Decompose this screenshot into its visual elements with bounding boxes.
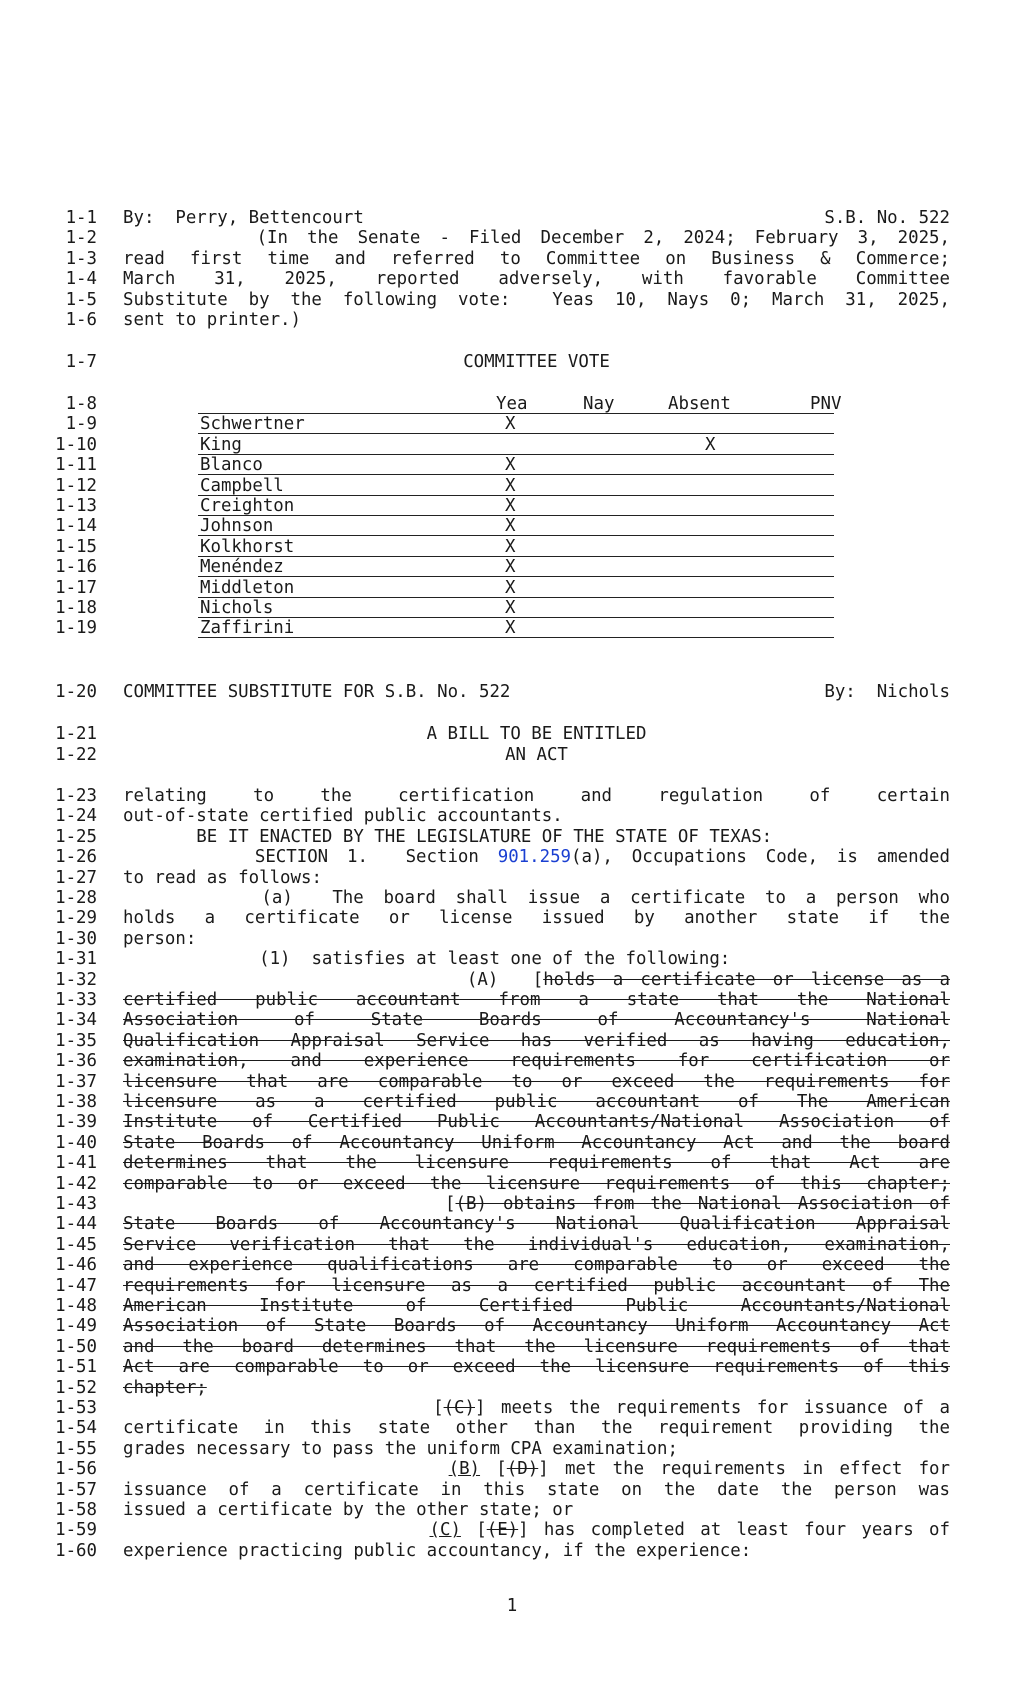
line-number: 1-22	[55, 745, 97, 765]
deleted-text: Act are comparable to or exceed the licensure requirements of this	[123, 1357, 950, 1378]
deleted-text: (E)	[486, 1520, 519, 1541]
senator-name: Blanco	[200, 455, 263, 476]
line-text: holds a certificate or license issued by another state if the	[123, 908, 950, 929]
vote-row	[0, 455, 1024, 475]
vote-yea-mark: X	[505, 557, 516, 578]
bill-line	[0, 1316, 1024, 1336]
line-text: BE IT ENACTED BY THE LEGISLATURE OF THE STATE OF TEXAS:	[123, 826, 773, 847]
inserted-text: (C)	[429, 1520, 461, 1541]
line-number: 1-46	[55, 1255, 97, 1276]
line-number: 1-1	[65, 208, 97, 228]
line-number: 1-43	[55, 1194, 97, 1214]
line-number: 1-41	[55, 1153, 97, 1174]
senator-name: Nichols	[200, 598, 274, 618]
vote-yea-mark: X	[505, 536, 516, 557]
bill-line	[0, 990, 1024, 1010]
senator-name: Kolkhorst	[200, 536, 295, 557]
line-number: 1-47	[55, 1275, 97, 1296]
vote-yea-mark: X	[505, 496, 516, 516]
line-text	[123, 1153, 950, 1173]
vote-row	[0, 537, 1024, 557]
bill-line	[0, 682, 1024, 702]
line-number: 1-59	[55, 1520, 97, 1541]
line-text	[123, 990, 950, 1010]
line-number: 1-4	[65, 269, 97, 290]
bill-line	[0, 1072, 1024, 1092]
line-text: (In the Senate - Filed December 2, 2024; February 3, 2025,	[123, 228, 950, 249]
line-number: 1-36	[55, 1051, 97, 1072]
vote-table-header	[0, 394, 1024, 414]
line-number: 1-48	[55, 1296, 97, 1316]
line-number: 1-34	[55, 1010, 97, 1031]
senator-name: Campbell	[200, 475, 284, 496]
line-text: issued a certificate by the other state; or	[123, 1500, 574, 1520]
line-segment: ] meets the requirements for issuance of a	[475, 1398, 950, 1418]
vote-column-header: PNV	[810, 394, 842, 414]
line-text: read first time and referred to Committee on Business & Commerce;	[123, 248, 950, 269]
deleted-text: requirements for licensure as a certified public accountant of The	[123, 1275, 950, 1296]
senator-name: Creighton	[200, 496, 295, 516]
line-number: 1-12	[55, 475, 97, 496]
deleted-text: comparable to or exceed the licensure requirements of this chapter;	[123, 1173, 950, 1194]
senator-name: Johnson	[200, 516, 274, 537]
line-text: sent to printer.)	[123, 310, 301, 330]
line-text	[123, 1072, 950, 1092]
deleted-text: and experience qualifications are comparable to or exceed the	[123, 1255, 950, 1276]
line-text: (1) satisfies at least one of the following:	[123, 949, 731, 970]
line-text	[123, 1092, 950, 1112]
deleted-text: and the board determines that the licensure requirements of that	[123, 1336, 950, 1357]
bill-line	[0, 269, 1024, 289]
bill-line	[0, 1214, 1024, 1234]
bill-line	[0, 249, 1024, 269]
deleted-text: chapter;	[123, 1377, 207, 1398]
bill-line	[0, 1500, 1024, 1520]
line-number: 1-58	[55, 1500, 97, 1520]
line-number: 1-39	[55, 1112, 97, 1133]
line-number: 1-29	[55, 908, 97, 929]
line-number: 1-57	[55, 1479, 97, 1500]
deleted-text: State Boards of Accountancy's National Qualification Appraisal	[123, 1214, 950, 1235]
deleted-text: licensure as a certified public accountant of The American	[123, 1092, 950, 1112]
bill-line	[0, 1092, 1024, 1112]
line-text: relating to the certification and regulation of certain	[123, 786, 950, 806]
vote-row	[0, 578, 1024, 598]
line-text	[123, 847, 950, 867]
line-number: 1-13	[55, 496, 97, 516]
vote-yea-mark: X	[505, 577, 516, 598]
line-text	[123, 208, 950, 228]
line-text	[123, 1337, 950, 1357]
bill-line	[0, 908, 1024, 928]
vote-column-header: Absent	[668, 394, 731, 414]
line-segment: (a), Occupations Code, is amended	[571, 847, 950, 868]
line-text	[123, 1010, 950, 1030]
vote-yea-mark: X	[505, 455, 516, 476]
line-number: 1-27	[55, 867, 97, 888]
line-number: 1-30	[55, 928, 97, 949]
deleted-text: Institute of Certified Public Accountants/National Association of	[123, 1112, 950, 1133]
line-number: 1-52	[55, 1377, 97, 1398]
line-text: person:	[123, 928, 197, 949]
line-number: 1-21	[55, 724, 97, 744]
line-text: COMMITTEE VOTE	[463, 352, 610, 372]
bill-line	[0, 1010, 1024, 1030]
bill-line	[0, 208, 1024, 228]
bill-line	[0, 1378, 1024, 1398]
line-text: (a) The board shall issue a certificate to a person who	[123, 888, 950, 908]
vote-table-rule	[198, 637, 834, 638]
line-number: 1-17	[55, 577, 97, 598]
line-number: 1-42	[55, 1173, 97, 1194]
line-text: issuance of a certificate in this state on the date the person was	[123, 1479, 950, 1500]
line-number: 1-25	[55, 826, 97, 847]
vote-row	[0, 557, 1024, 577]
deleted-text: examination, and experience requirements for certification or	[123, 1051, 950, 1072]
bill-line	[0, 1051, 1024, 1071]
line-number: 1-16	[55, 557, 97, 578]
line-text	[123, 1459, 950, 1479]
bill-line	[0, 290, 1024, 310]
vote-yea-mark: X	[505, 414, 516, 435]
bill-line	[0, 310, 1024, 330]
line-number: 1-32	[55, 969, 97, 990]
senator-name: Zaffirini	[200, 618, 295, 639]
deleted-text: (B) obtains from the National Association of	[455, 1194, 950, 1214]
bill-line	[0, 1112, 1024, 1132]
deleted-text: (C)	[443, 1398, 475, 1418]
line-number: 1-45	[55, 1234, 97, 1255]
deleted-text: American Institute of Certified Public Accountants/National	[123, 1296, 950, 1316]
line-text	[123, 1174, 950, 1194]
bill-line	[0, 1296, 1024, 1316]
bill-line	[0, 1541, 1024, 1561]
line-text	[123, 1031, 950, 1051]
line-text	[123, 1316, 950, 1336]
line-text	[123, 1194, 950, 1214]
line-number: 1-60	[55, 1540, 97, 1561]
bill-line	[0, 929, 1024, 949]
bill-line	[0, 847, 1024, 867]
deleted-text: determines that the licensure requirements of that Act are	[123, 1153, 950, 1174]
bill-line	[0, 949, 1024, 969]
deleted-text: holds a certificate or license as a	[543, 969, 950, 990]
line-number: 1-24	[55, 806, 97, 827]
line-number: 1-51	[55, 1357, 97, 1378]
bill-line	[0, 352, 1024, 372]
line-text: out-of-state certified public accountants.	[123, 806, 563, 827]
line-number: 1-55	[55, 1438, 97, 1459]
line-text	[123, 1235, 950, 1255]
line-number: 1-49	[55, 1316, 97, 1337]
deleted-text: certified public accountant from a state that the National	[123, 990, 950, 1010]
line-left-text: COMMITTEE SUBSTITUTE FOR S.B. No. 522	[123, 682, 511, 702]
line-number: 1-11	[55, 455, 97, 476]
line-text	[123, 970, 950, 990]
line-right-text: By: Nichols	[824, 682, 950, 702]
line-segment: (A) [	[123, 969, 544, 990]
vote-yea-mark: X	[505, 516, 516, 537]
line-number: 1-23	[55, 786, 97, 806]
deleted-text: licensure that are comparable to or exceed the requirements for	[123, 1071, 950, 1092]
line-segment	[123, 1459, 449, 1479]
vote-row	[0, 598, 1024, 618]
line-segment: [	[123, 1194, 456, 1214]
line-text: Substitute by the following vote: Yeas 10, Nays 0; March 31, 2025,	[123, 289, 950, 310]
line-number: 1-6	[65, 310, 97, 330]
vote-yea-mark: X	[505, 598, 516, 618]
line-text	[123, 1296, 950, 1316]
line-text: AN ACT	[505, 745, 568, 765]
line-text	[123, 1214, 950, 1234]
line-number: 1-5	[65, 289, 97, 310]
line-number: 1-9	[65, 414, 97, 435]
vote-row	[0, 476, 1024, 496]
inserted-text: (B)	[448, 1459, 481, 1480]
section-link[interactable]: 901.259	[497, 847, 572, 868]
vote-yea-mark: X	[505, 475, 516, 496]
line-segment: ] met the requirements in effect for	[538, 1459, 951, 1480]
line-text	[123, 1398, 950, 1418]
vote-row	[0, 435, 1024, 455]
deleted-text: Service verification that the individual's education, examination,	[123, 1234, 950, 1255]
line-number: 1-40	[55, 1132, 97, 1153]
bill-line	[0, 970, 1024, 990]
line-number: 1-19	[55, 618, 97, 639]
line-right-text: S.B. No. 522	[824, 208, 950, 228]
line-number: 1-56	[55, 1459, 97, 1480]
bill-line	[0, 1153, 1024, 1173]
bill-line	[0, 1337, 1024, 1357]
deleted-text: Association of State Boards of Accountancy Uniform Accountancy Act	[123, 1316, 950, 1337]
bill-line	[0, 1174, 1024, 1194]
line-number: 1-35	[55, 1030, 97, 1051]
bill-line	[0, 888, 1024, 908]
line-segment: [	[123, 1398, 444, 1418]
bill-line	[0, 1459, 1024, 1479]
line-text: to read as follows:	[123, 867, 322, 888]
line-text: grades necessary to pass the uniform CPA examination;	[123, 1438, 678, 1459]
bill-line	[0, 868, 1024, 888]
vote-row	[0, 618, 1024, 638]
line-number: 1-8	[65, 394, 97, 414]
vote-absent-mark: X	[705, 434, 716, 455]
line-number: 1-18	[55, 598, 97, 618]
line-text	[123, 1133, 950, 1153]
bill-line	[0, 745, 1024, 765]
line-segment: ] has completed at least four years of	[518, 1520, 950, 1541]
bill-line	[0, 1031, 1024, 1051]
vote-column-header: Nay	[583, 394, 615, 414]
deleted-text: Association of State Boards of Accountancy's National	[123, 1010, 950, 1031]
bill-line	[0, 1398, 1024, 1418]
senator-name: Schwertner	[200, 414, 305, 435]
line-text: certificate in this state other than the requirement providing the	[123, 1418, 950, 1439]
senator-name: Menéndez	[200, 557, 284, 578]
bill-line	[0, 806, 1024, 826]
line-segment: SECTION 1. Section	[123, 847, 498, 868]
line-number: 1-37	[55, 1071, 97, 1092]
bill-line	[0, 827, 1024, 847]
line-number: 1-44	[55, 1214, 97, 1235]
line-segment: [	[480, 1459, 507, 1480]
bill-line	[0, 724, 1024, 744]
line-number: 1-50	[55, 1336, 97, 1357]
line-text: March 31, 2025, reported adversely, with favorable Committee	[123, 269, 950, 290]
line-left-text: By: Perry, Bettencourt	[123, 208, 364, 228]
bill-line	[0, 1194, 1024, 1214]
line-text	[123, 1378, 950, 1398]
line-text	[123, 1051, 950, 1071]
bill-line	[0, 1133, 1024, 1153]
senator-name: Middleton	[200, 577, 295, 598]
vote-row	[0, 414, 1024, 434]
line-number: 1-10	[55, 434, 97, 455]
line-text	[123, 1112, 950, 1132]
line-number: 1-15	[55, 536, 97, 557]
bill-line	[0, 1235, 1024, 1255]
line-text	[123, 1255, 950, 1275]
bill-line	[0, 1480, 1024, 1500]
line-text: experience practicing public accountancy, if the experience:	[123, 1540, 752, 1561]
senator-name: King	[200, 434, 242, 455]
line-text: A BILL TO BE ENTITLED	[426, 724, 647, 744]
bill-line	[0, 1520, 1024, 1540]
bill-line	[0, 786, 1024, 806]
line-segment	[123, 1520, 430, 1540]
line-number: 1-38	[55, 1092, 97, 1112]
vote-row	[0, 516, 1024, 536]
vote-column-header: Yea	[496, 394, 528, 414]
line-number: 1-20	[55, 682, 97, 702]
line-text	[123, 1357, 950, 1377]
bill-line	[0, 1439, 1024, 1459]
line-number: 1-28	[55, 888, 97, 908]
bill-line	[0, 1276, 1024, 1296]
line-number: 1-7	[65, 352, 97, 372]
line-text	[123, 1520, 950, 1540]
line-number: 1-31	[55, 949, 97, 970]
vote-row	[0, 496, 1024, 516]
line-number: 1-3	[65, 248, 97, 269]
line-text	[123, 1276, 950, 1296]
bill-line	[0, 228, 1024, 248]
line-number: 1-54	[55, 1418, 97, 1439]
deleted-text: (D)	[506, 1459, 539, 1480]
vote-yea-mark: X	[505, 618, 516, 639]
line-number: 1-2	[65, 228, 97, 249]
page-number: 1	[506, 1596, 518, 1616]
line-number: 1-33	[55, 990, 97, 1010]
bill-line	[0, 1357, 1024, 1377]
line-segment: [	[460, 1520, 487, 1541]
bill-line	[0, 1255, 1024, 1275]
line-text	[123, 682, 950, 702]
bill-line	[0, 1418, 1024, 1438]
line-number: 1-14	[55, 516, 97, 537]
line-number: 1-26	[55, 847, 97, 868]
deleted-text: Qualification Appraisal Service has verified as having education,	[123, 1030, 950, 1051]
line-number: 1-53	[55, 1398, 97, 1418]
deleted-text: State Boards of Accountancy Uniform Accountancy Act and the board	[123, 1132, 950, 1153]
